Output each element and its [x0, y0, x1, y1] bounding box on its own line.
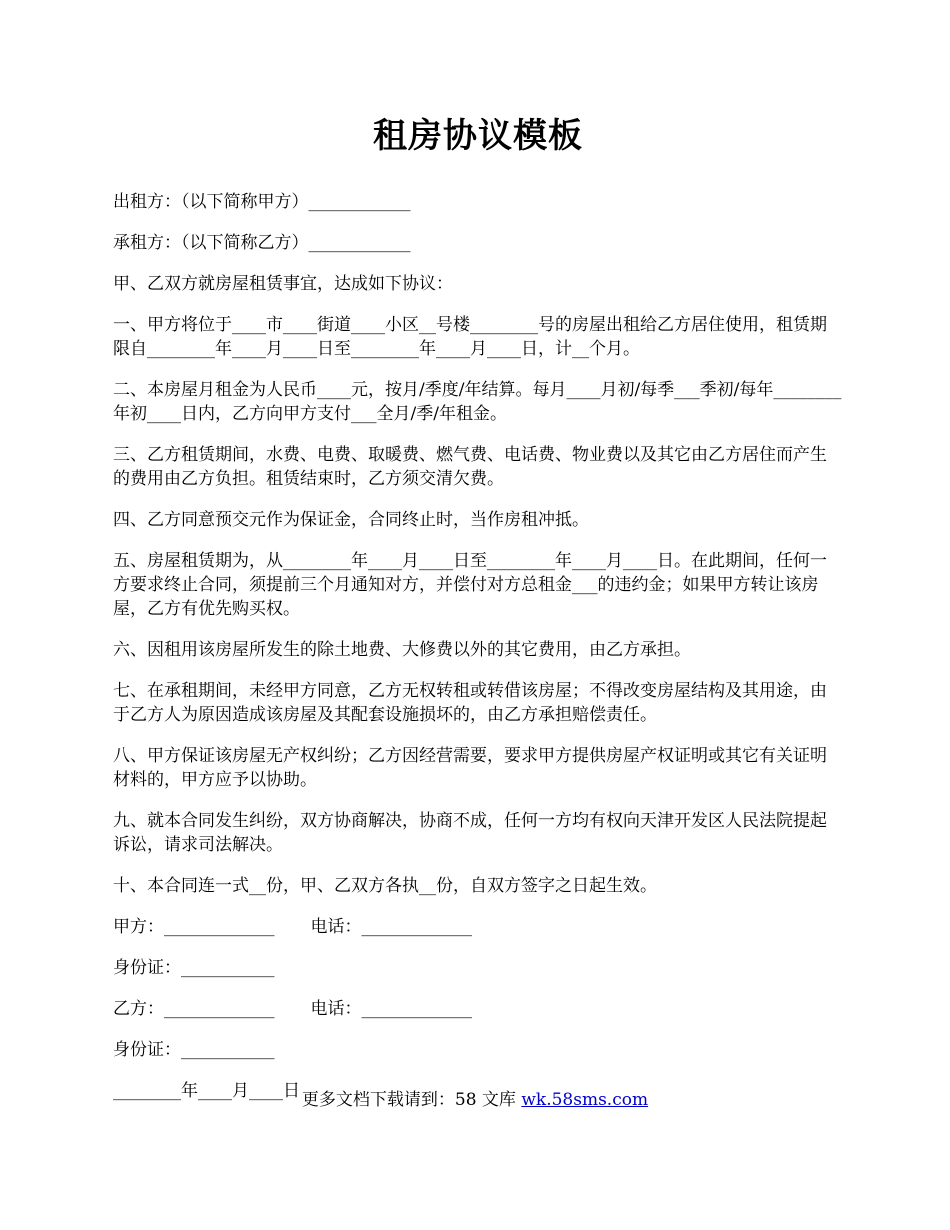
party-a-row [113, 915, 843, 939]
preamble: 甲、乙双方就房屋租赁事宜，达成如下协议： [113, 274, 453, 294]
clause-1: 一、甲方将位于____市____街道____小区__号楼________号的房屋出租给乙方居住使用，租赁期限自________年____月____日至________年____月____日，计__个月。 [113, 315, 827, 359]
party-a-field: 甲方：_____________ [113, 917, 275, 937]
date-field: ________年____月____日 [113, 1081, 300, 1101]
clause-6: 六、因租用该房屋所发生的除土地费、大修费以外的其它费用，由乙方承担。 [113, 640, 691, 660]
party-b-field: 乙方：_____________ [113, 999, 275, 1019]
clause-4: 四、乙方同意预交元作为保证金，合同终止时，当作房租冲抵。 [113, 510, 589, 530]
party-b-phone-field: 电话：_____________ [310, 999, 472, 1019]
clause-10: 十、本合同连一式__份，甲、乙双方各执__份，自双方签字之日起生效。 [113, 876, 657, 896]
footer [0, 1088, 950, 1112]
footer-link[interactable]: wk.58sms.com [521, 1090, 649, 1110]
party-b-id-field: 身份证：___________ [113, 1040, 275, 1060]
footer-text: 更多文档下载请到：58 文库 [301, 1090, 522, 1110]
party-a-phone-field: 电话：_____________ [310, 917, 472, 937]
document-page [113, 110, 843, 1120]
document-title: 租房协议模板 [373, 116, 583, 156]
lessee-line: 承租方：（以下简称乙方）____________ [113, 233, 411, 253]
clause-7: 七、在承租期间，未经甲方同意，乙方无权转租或转借该房屋；不得改变房屋结构及其用途，由于乙方人为原因造成该房屋及其配套设施损坏的，由乙方承担赔偿责任。 [113, 681, 827, 725]
clause-8: 八、甲方保证该房屋无产权纠纷；乙方因经营需要，要求甲方提供房屋产权证明或其它有关证明材料的，甲方应予以协助。 [113, 746, 827, 790]
clause-3: 三、乙方租赁期间，水费、电费、取暖费、燃气费、电话费、物业费以及其它由乙方居住而产生的费用由乙方负担。租赁结束时，乙方须交清欠费。 [113, 445, 827, 489]
party-a-id-field: 身份证：___________ [113, 958, 275, 978]
party-b-row [113, 997, 843, 1021]
clause-5: 五、房屋租赁期为，从________年____月____日至________年____月____日。在此期间，任何一方要求终止合同，须提前三个月通知对方，并偿付对方总租金___的违约金；如果甲方转让该房屋，乙方有优先购买权。 [113, 551, 827, 619]
lessor-line: 出租方：（以下简称甲方）____________ [113, 192, 411, 212]
clause-9: 九、就本合同发生纠纷，双方协商解决，协商不成，任何一方均有权向天津开发区人民法院提起诉讼，请求司法解决。 [113, 811, 827, 855]
clause-2: 二、本房屋月租金为人民币____元，按月/季度/年结算。每月____月初/每季___季初/每年________年初____日内，乙方向甲方支付___全月/季/年租金。 [113, 380, 842, 424]
